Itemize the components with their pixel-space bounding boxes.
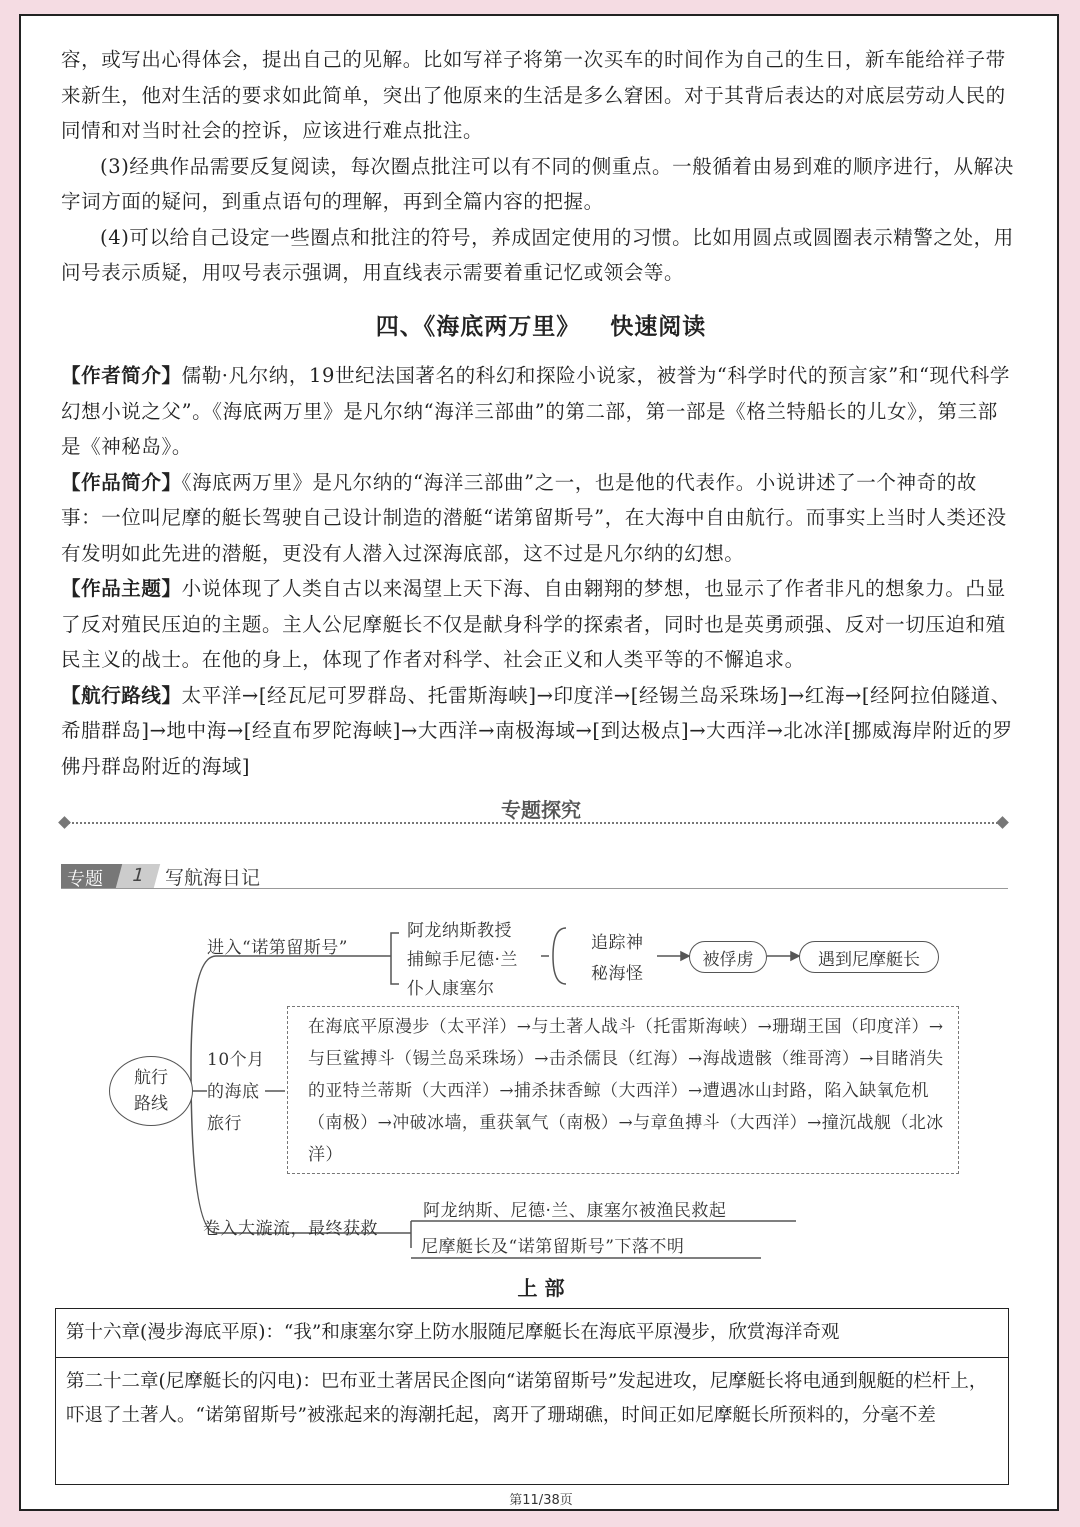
voyage-events-box: 在海底平原漫步（太平洋）→与土著人战斗（托雷斯海峡）→珊瑚王国（印度洋）→与巨鲨搏斗（锡兰岛采珠场）→击杀儒艮（红海）→海战遗骸（维哥湾）→目睹消失的亚特兰蒂斯（大西洋）→捕杀抹香鲸（大西洋）→遭遇冰山封路，陷入缺氧危机（南极）→冲破冰墙，重获氧气（南极）→与章鱼搏斗（大西洋）→撞沉战舰（北冰洋） bbox=[287, 1006, 959, 1174]
branch3-label: 卷入大漩流，最终获救 bbox=[203, 1219, 378, 1239]
person-ned-land: 捕鲸手尼德·兰 bbox=[407, 950, 518, 970]
page-frame bbox=[19, 14, 1059, 1511]
branch2-label: 10个月的海底旅行 bbox=[207, 1050, 265, 1134]
branch1-chase: 追踪神秘海怪 bbox=[591, 933, 644, 984]
page-number: 第11/38页 bbox=[509, 1493, 573, 1508]
paragraph-2: (3)经典作品需要反复阅读，每次圈点批注可以有不同的侧重点。一般循着由易到难的顺序进行，从解决字词方面的疑问，到重点语句的理解，再到全篇内容的把握。 bbox=[61, 154, 1014, 213]
author-label: 【作者简介】 bbox=[61, 364, 182, 387]
outcome-nemo-missing: 尼摩艇长及“诺第留斯号”下落不明 bbox=[421, 1237, 685, 1257]
topic-number: 1 bbox=[116, 864, 160, 888]
divider-title: 专题探究 bbox=[501, 798, 581, 822]
chapter-row-22: 第二十二章(尼摩艇长的闪电)：巴布亚土著居民企图向“诺第留斯号”发起进攻，尼摩艇长将电通到舰艇的栏杆上，吓退了土著人。“诺第留斯号”被涨起来的海潮托起，离开了珊瑚礁，时间正如尼摩艇长所预料的，分毫不差 bbox=[66, 1371, 988, 1426]
meet-nemo-label: 遇到尼摩艇长 bbox=[818, 949, 920, 970]
chapter-row-16: 第十六章(漫步海底平原)：“我”和康塞尔穿上防水服随尼摩艇长在海底平原漫步，欣赏海洋奇观 bbox=[56, 1309, 1008, 1358]
captured-label: 被俘虏 bbox=[702, 949, 754, 970]
theme-text: 小说体现了人类自古以来渴望上天下海、自由翱翔的梦想，也显示了作者非凡的想象力。凸显了反对殖民压迫的主题。主人公尼摩艇长不仅是献身科学的探索者，同时也是英勇顽强、反对一切压迫和殖民主义的战士。在他的身上，体现了作者对科学、社会正义和人类平等的不懈追求。 bbox=[61, 577, 1006, 671]
part-title: 上 部 bbox=[517, 1276, 565, 1300]
section-title-sub: 快速阅读 bbox=[610, 314, 707, 340]
section-title-main: 四、《海底两万里》 bbox=[375, 314, 581, 340]
theme-label: 【作品主题】 bbox=[61, 577, 182, 600]
chapter-table bbox=[55, 1308, 1009, 1485]
branch1-people bbox=[407, 917, 518, 1004]
topic-tag-label: 专题 bbox=[67, 869, 103, 890]
work-label: 【作品简介】 bbox=[61, 470, 182, 494]
person-conseil: 仆人康塞尔 bbox=[407, 979, 495, 999]
mindmap-center-label: 航行路线 bbox=[134, 1068, 168, 1114]
meet-nemo-node bbox=[799, 941, 939, 973]
paragraph-1: 容，或写出心得体会，提出自己的见解。比如写祥子将第一次买车的时间作为自己的生日，新车能给祥子带来新生，他对生活的要求如此简单，突出了他原来的生活是多么窘困。对于其背后表达的对底层劳动人民的同情和对当时社会的控诉，应该进行难点批注。 bbox=[61, 48, 1006, 142]
person-aronnax: 阿龙纳斯教授 bbox=[407, 921, 512, 941]
mindmap-center bbox=[109, 1056, 193, 1126]
author-text: 儒勒·凡尔纳，19世纪法国著名的科幻和探险小说家，被誉为“科学时代的预言家”和“现代科学幻想小说之父”。《海底两万里》是凡尔纳“海洋三部曲”的第二部，第一部是《格兰特船长的儿女》，第三部是《神秘岛》。 bbox=[61, 364, 1010, 458]
route-text: 太平洋→[经瓦尼可罗群岛、托雷斯海峡]→印度洋→[经锡兰岛采珠场]→红海→[经阿拉伯隧道、希腊群岛]→地中海→[经直布罗陀海峡]→大西洋→南极海域→[到达极点]→大西洋→北冰洋[挪威海岸附近的罗佛丹群岛附近的海域] bbox=[61, 683, 1013, 778]
route-label: 【航行路线】 bbox=[61, 683, 182, 707]
branch1-label: 进入“诺第留斯号” bbox=[207, 938, 348, 958]
outcome-rescued: 阿龙纳斯、尼德·兰、康塞尔被渔民救起 bbox=[423, 1201, 727, 1221]
paragraph-3: (4)可以给自己设定一些圈点和批注的符号，养成固定使用的习惯。比如用圆点或圆圈表示精警之处，用问号表示质疑，用叹号表示强调，用直线表示需要着重记忆或领会等。 bbox=[61, 225, 1014, 284]
work-text: 《海底两万里》是凡尔纳的“海洋三部曲”之一，也是他的代表作。小说讲述了一个神奇的故事：一位叫尼摩的艇长驾驶自己设计制造的潜艇“诺第留斯号”，在大海中自由航行。而事实上当时人类还没有发明如此先进的潜艇，更没有人潜入过深海底部，这不过是凡尔纳的幻想。 bbox=[61, 470, 1007, 565]
captured-node bbox=[689, 941, 767, 973]
topic-label: 写航海日记 bbox=[165, 867, 261, 889]
